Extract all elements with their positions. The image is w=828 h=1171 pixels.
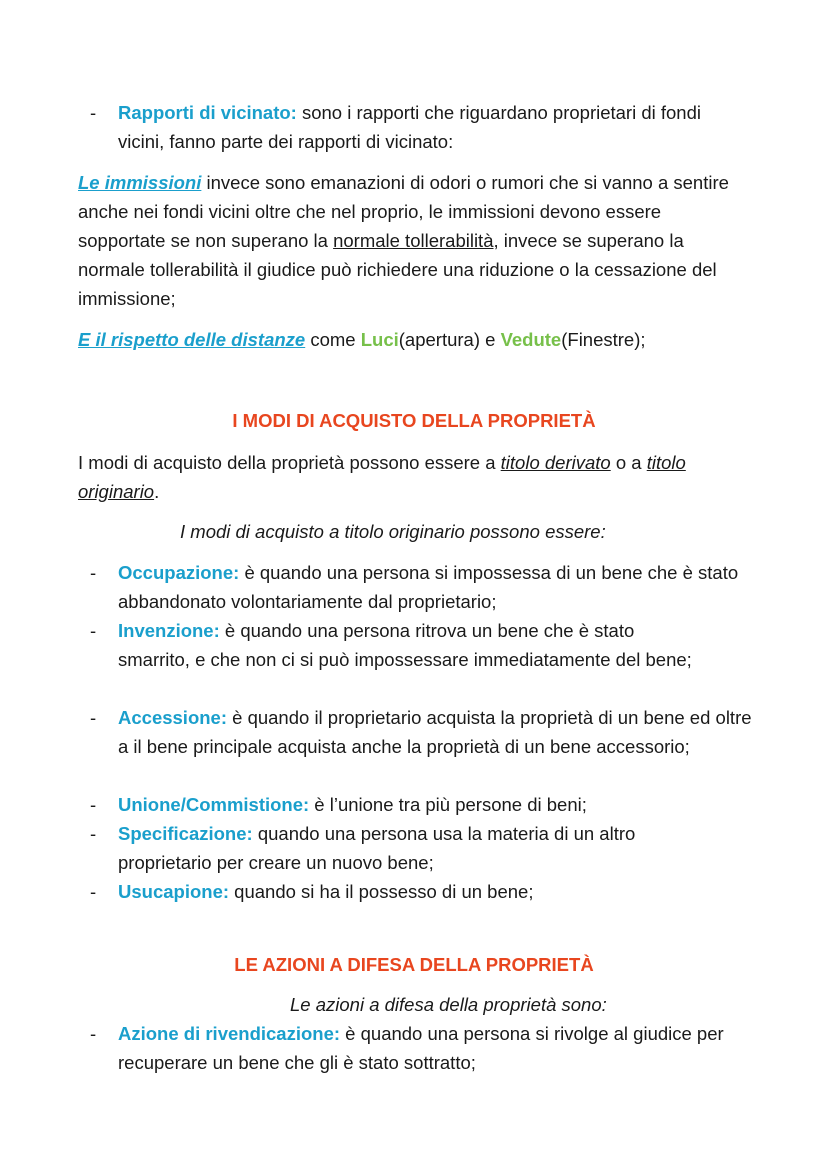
term-immissioni: Le immissioni bbox=[78, 172, 202, 193]
text-immissioni-2: , invece se superano la normale tollerabilità il giudice può richiedere una riduzione o la cessazione del immissione; bbox=[78, 230, 717, 309]
term-invenzione: Invenzione: bbox=[118, 620, 220, 641]
text-distanze-2: (apertura) e bbox=[398, 329, 501, 350]
list-dash: - bbox=[90, 562, 97, 583]
list-dash: - bbox=[90, 794, 97, 815]
subheading-modi-originario: I modi di acquisto a titolo originario possono essere: bbox=[180, 521, 606, 542]
text-specificazione: quando una persona usa la materia di un altro proprietario per creare un nuovo bene; bbox=[118, 823, 636, 873]
text-titolo-originario: titolo originario bbox=[78, 452, 686, 502]
list-item-azione-rivendicazione bbox=[90, 1019, 760, 1077]
term-unione-commistione: Unione/Commistione: bbox=[118, 794, 310, 815]
text-invenzione: è quando una persona ritrova un bene che è stato smarrito, e che non ci si può impossessare immediatamente del bene; bbox=[118, 620, 692, 670]
subheading-azioni-difesa: Le azioni a difesa della proprietà sono: bbox=[290, 994, 607, 1015]
list-item-unione-commistione bbox=[90, 790, 760, 819]
text-usucapione: quando si ha il possesso di un bene; bbox=[229, 881, 534, 902]
heading-modi-acquisto: I MODI DI ACQUISTO DELLA PROPRIETÀ bbox=[232, 410, 596, 431]
text-unione-commistione: è l’unione tra più persone di beni; bbox=[309, 794, 587, 815]
text-accessione: è quando il proprietario acquista la proprietà di un bene ed oltre a il bene principale acquista anche la proprietà di un bene accessorio; bbox=[118, 707, 752, 757]
list-dash: - bbox=[90, 707, 97, 728]
text-distanze-3: (Finestre); bbox=[561, 329, 646, 350]
text-distanze-1: come bbox=[305, 329, 361, 350]
list-dash: - bbox=[90, 881, 97, 902]
text-azione-rivendicazione: è quando una persona si rivolge al giudice per recuperare un bene che gli è stato sottratto; bbox=[118, 1023, 724, 1073]
term-luci: Luci bbox=[360, 329, 399, 350]
term-specificazione: Specificazione: bbox=[118, 823, 253, 844]
term-azione-rivendicazione: Azione di rivendicazione: bbox=[118, 1023, 341, 1044]
paragraph-immissioni bbox=[78, 168, 750, 313]
list-item-rapporti-vicinato bbox=[90, 98, 760, 156]
paragraph-modi-intro bbox=[78, 448, 750, 506]
list-item-accessione bbox=[90, 703, 760, 761]
list-item-usucapione bbox=[90, 877, 760, 906]
text-modi-intro-3: . bbox=[154, 481, 160, 502]
text-rapporti-vicinato: sono i rapporti che riguardano proprietari di fondi vicini, fanno parte dei rapporti di vicinato: bbox=[118, 102, 701, 152]
term-distanze: E il rispetto delle distanze bbox=[78, 329, 306, 350]
list-dash: - bbox=[90, 620, 97, 641]
list-dash: - bbox=[90, 823, 97, 844]
heading-azioni-difesa: LE AZIONI A DIFESA DELLA PROPRIETÀ bbox=[234, 954, 594, 975]
list-item-invenzione bbox=[90, 616, 760, 674]
text-titolo-derivato: titolo derivato bbox=[500, 452, 611, 473]
list-item-occupazione bbox=[90, 558, 760, 616]
text-modi-intro-2: o a bbox=[610, 452, 647, 473]
list-item-specificazione bbox=[90, 819, 760, 877]
term-usucapione: Usucapione: bbox=[118, 881, 230, 902]
term-vedute: Vedute bbox=[500, 329, 562, 350]
text-normale-tollerabilita: normale tollerabilità bbox=[333, 230, 494, 251]
list-dash: - bbox=[90, 102, 97, 123]
term-occupazione: Occupazione: bbox=[118, 562, 240, 583]
text-modi-intro-1: I modi di acquisto della proprietà possono essere a bbox=[78, 452, 501, 473]
term-accessione: Accessione: bbox=[118, 707, 227, 728]
term-rapporti-vicinato: Rapporti di vicinato: bbox=[118, 102, 297, 123]
text-occupazione: è quando una persona si impossessa di un bene che è stato abbandonato volontariamente dal proprietario; bbox=[118, 562, 739, 612]
list-dash: - bbox=[90, 1023, 97, 1044]
text-immissioni-1: invece sono emanazioni di odori o rumori che si vanno a sentire anche nei fondi vicini oltre che nel proprio, le immissioni devono essere sopportate se non superano la bbox=[78, 172, 729, 251]
paragraph-distanze bbox=[78, 325, 778, 354]
